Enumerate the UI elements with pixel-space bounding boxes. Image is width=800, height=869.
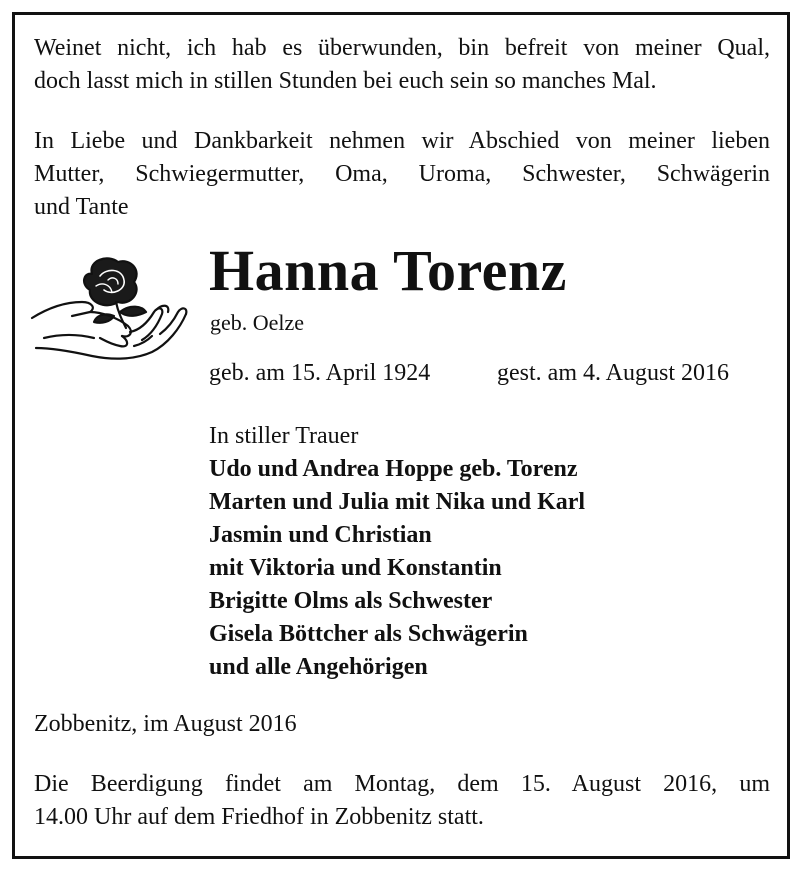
deceased-name: Hanna Torenz [209,238,567,303]
intro-line-2: Mutter, Schwiegermutter, Oma, Uroma, Schwester, Schwägerin [34,161,770,187]
verse-line-1: Weinet nicht, ich hab es überwunden, bin befreit von meiner Qual, [34,35,770,61]
intro-line-1: In Liebe und Dankbarkeit nehmen wir Abschied von meiner lieben [34,128,770,154]
verse-line-2: doch lasst mich in stillen Stunden bei euch sein so manches Mal. [34,68,657,94]
funeral-line-1: Die Beerdigung findet am Montag, dem 15. August 2016, um [34,771,770,797]
birth-date: geb. am 15. April 1924 [209,360,431,386]
intro-line-3: und Tante [34,194,129,220]
hands-holding-rose-icon [30,252,190,367]
funeral-line-2: 14.00 Uhr auf dem Friedhof in Zobbenitz statt. [34,804,484,830]
mourner-line: Brigitte Olms als Schwester [209,588,493,614]
mourner-line: und alle Angehörigen [209,654,428,680]
mourner-line: Gisela Böttcher als Schwägerin [209,621,528,647]
mourners-heading: In stiller Trauer [209,423,359,449]
death-date: gest. am 4. August 2016 [497,360,729,386]
mourner-line: Jasmin und Christian [209,522,432,548]
mourner-line: Udo und Andrea Hoppe geb. Torenz [209,456,578,482]
place-date: Zobbenitz, im August 2016 [34,711,297,737]
maiden-name: geb. Oelze [210,310,305,335]
mourner-line: mit Viktoria und Konstantin [209,555,502,581]
mourner-line: Marten und Julia mit Nika und Karl [209,489,586,515]
